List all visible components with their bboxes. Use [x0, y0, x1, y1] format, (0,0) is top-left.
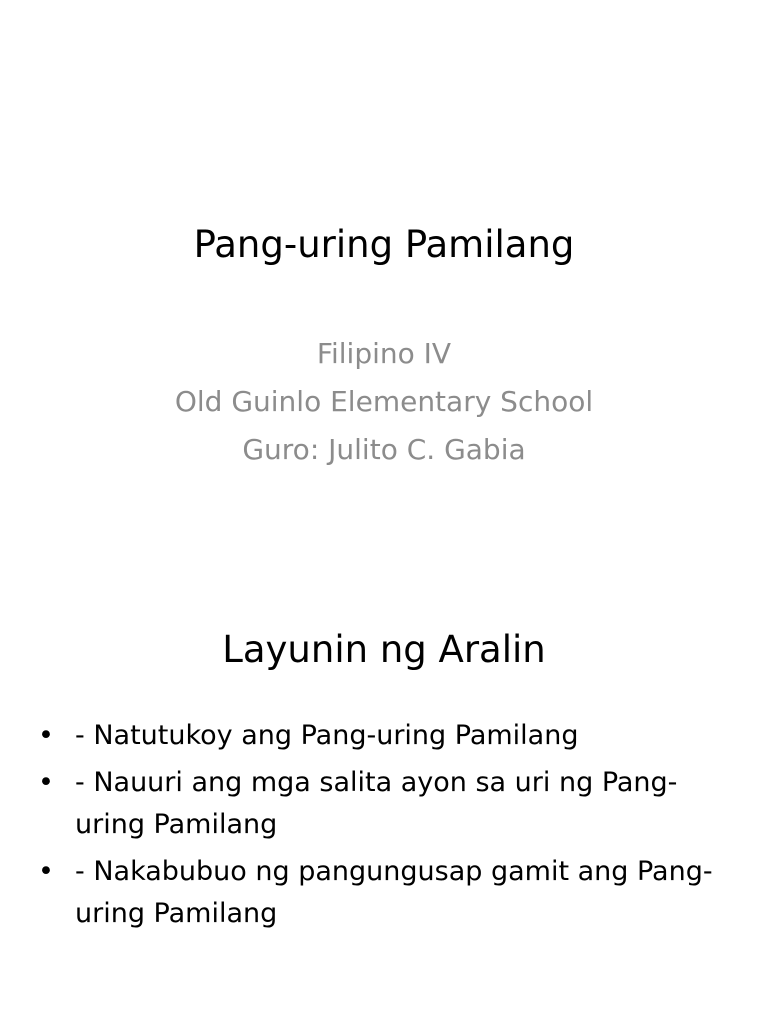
bullet-icon: • [38, 767, 54, 798]
list-item [38, 762, 738, 846]
subtitle-course: Filipino IV [316, 337, 452, 370]
subtitle-teacher: Guro: Julito C. Gabia [242, 433, 526, 466]
slide-title: Pang-uring Pamilang [193, 223, 575, 266]
objectives-slide [0, 512, 768, 1024]
subtitle-school: Old Guinlo Elementary School [174, 385, 594, 418]
slide-subtitle [0, 335, 768, 479]
list-item-text: - Nakabubuo ng pangungusap gamit ang Pang-uring Pamilang [75, 856, 713, 929]
bullet-icon: • [38, 856, 54, 887]
list-item-text: - Nauuri ang mga salita ayon sa uri ng Pang-uring Pamilang [75, 767, 678, 840]
bullet-icon: • [38, 720, 54, 751]
list-item [38, 715, 738, 757]
list-item [38, 851, 738, 935]
list-item-text: - Natutukoy ang Pang-uring Pamilang [75, 720, 579, 751]
objectives-list [38, 715, 738, 940]
slide-title: Layunin ng Aralin [222, 628, 546, 671]
